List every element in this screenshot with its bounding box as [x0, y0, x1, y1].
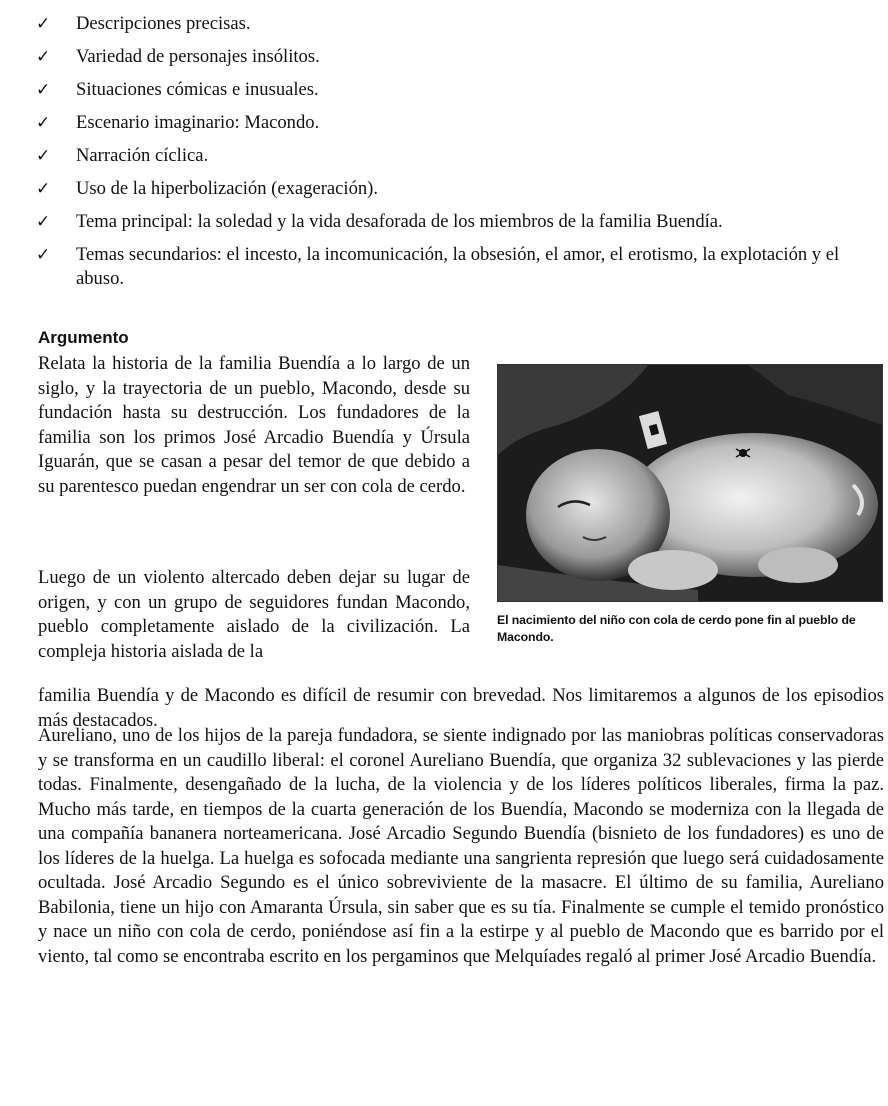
- baby-photo: [497, 364, 883, 602]
- section-heading: Argumento: [38, 328, 129, 347]
- feature-checklist: [36, 12, 882, 300]
- check-icon: ✓: [36, 113, 51, 133]
- check-icon: ✓: [36, 146, 51, 166]
- check-icon: ✓: [36, 245, 51, 265]
- argument-paragraph-2-continued: familia Buendía y de Macondo es difícil de resumir con brevedad. Nos limitaremos a algunos de los episodios más destacados.: [38, 685, 884, 731]
- checklist-item: ✓ Situaciones cómicas e inusuales.: [36, 79, 319, 100]
- checklist-item: ✓ Escenario imaginario: Macondo.: [36, 112, 320, 133]
- check-icon: ✓: [36, 179, 51, 199]
- checklist-item: ✓ Narración cíclica.: [36, 145, 209, 166]
- checklist-item: ✓ Tema principal: la soledad y la vida desaforada de los miembros de la familia Buendía.: [36, 211, 723, 232]
- check-icon: ✓: [36, 47, 51, 67]
- checklist-item: ✓ Temas secundarios: el incesto, la incomunicación, la obsesión, el amor, el erotismo, la explotación y el abuso.: [36, 244, 840, 289]
- checklist-item: ✓ Descripciones precisas.: [36, 13, 251, 34]
- check-icon: ✓: [36, 80, 51, 100]
- argument-paragraph-3: Aureliano, uno de los hijos de la pareja fundadora, se siente indignado por las maniobras políticas conservadoras y se transforma en un caudillo liberal: el coronel Aureliano Buendía, que organiza 32 sublevaciones y las pierde todas. Finalmente, desengañado de la lucha, de la violencia y de los líderes políticos liberales, firma la paz. Mucho más tarde, en tiempos de la cuarta generación de los Buendía, Macondo se moderniza con la llegada de una compañía bananera norteamericana. José Arcadio Segundo Buendía (bisnieto de los fundadores) es uno de los líderes de la huelga. La huelga es sofocada mediante una sangrienta represión que luego será cuidadosamente ocultada. José Arcadio Segundo es el único sobreviviente de la masacre. El último de su familia, Aureliano Babilonia, tiene un hijo con Amaranta Úrsula, sin saber que es su tía. Finalmente se cumple el temido pronóstico y nace un niño con cola de cerdo, poniéndose así fin a la estirpe y al pueblo de Macondo que es barrido por el viento, tal como se encontraba escrito en los pergaminos que Melquíades regaló al primer José Arcadio Buendía.: [38, 725, 884, 967]
- argument-paragraph-1: Relata la historia de la familia Buendía a lo largo de un siglo, y la trayectoria de un pueblo, Macondo, desde su fundación hasta su destrucción. Los fundadores de la familia son los primos José Arcadio Buendía y Úrsula Iguarán, que se casan a pesar del temor de que debido a su parentesco puedan engendrar un ser con cola de cerdo.: [38, 353, 470, 497]
- checklist-item: ✓ Uso de la hiperbolización (exageración).: [36, 178, 379, 199]
- check-icon: ✓: [36, 14, 51, 34]
- check-icon: ✓: [36, 212, 51, 232]
- sleeping-baby-illustration: [498, 365, 882, 601]
- argument-paragraph-2: Luego de un violento altercado deben dejar su lugar de origen, y con un grupo de seguidores fundan Macondo, pueblo completamente aislado de la civilización. La compleja historia aislada de la: [38, 567, 470, 662]
- photo-caption: El nacimiento del niño con cola de cerdo pone fin al pueblo de Macondo.: [497, 613, 856, 644]
- checklist-item: ✓ Variedad de personajes insólitos.: [36, 46, 320, 67]
